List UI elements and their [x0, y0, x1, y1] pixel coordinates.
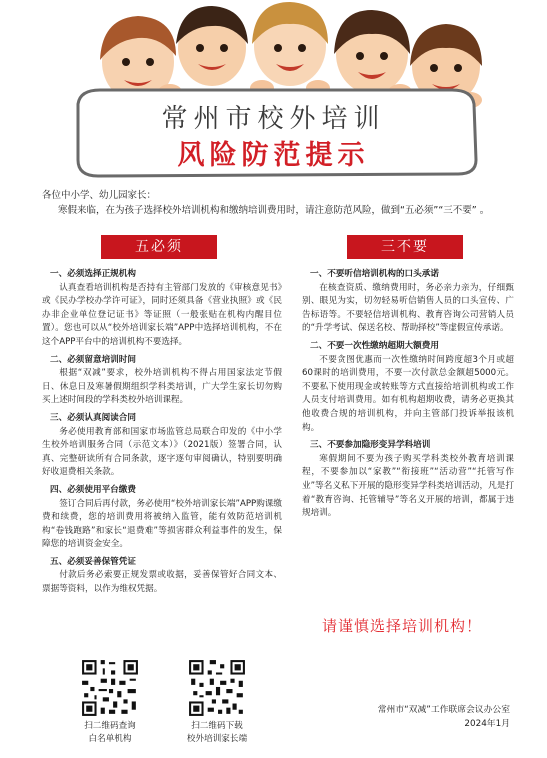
- musts-column: [42, 268, 282, 601]
- dont-title: 三、不要参加隐形变异学科培训: [310, 440, 431, 451]
- must-title: 四、必须使用平台缴费: [50, 484, 136, 495]
- three-donts-banner: 三不要: [347, 235, 463, 259]
- must-section: [42, 268, 282, 350]
- dont-title: 二、不要一次性缴纳超期大额费用: [310, 340, 439, 351]
- must-body: 认真查看培训机构是否持有主管部门发放的《审核意见书》或《民办学校办学许可证》，同时还须具备《营业执照》或《民办非企业单位登记证书》等证照（一般张贴在机构内醒目位置）。您也可以从“校外培训家长端”APP中选择培训机构，不在这个APP平台中的培训机构不要选择。: [42, 282, 282, 347]
- dont-body: 不要贪图优惠而一次性缴纳时间跨度超3个月或超60课时的培训费用，不要一次付款总金额超5000元。不要私下使用现金或转账等方式直接给培训机构或工作人员支付培训费用。如有机构超期收费，请务必更换其他收费合规的培训机构，并向主管部门投诉举报该机构。: [302, 354, 514, 433]
- qr-caption-line: 扫二维码下载: [191, 721, 243, 731]
- signature-date: 2024年1月: [464, 719, 510, 729]
- must-title: 二、必须留意培训时间: [50, 354, 136, 365]
- child-middle: [252, 2, 328, 86]
- intro-paragraph: 寒假来临，在为孩子选择校外培训机构和缴纳培训费用时，请注意防范风险，做到“五必须”“三不要” 。: [58, 205, 490, 216]
- caution-slogan: 请谨慎选择培训机构！: [322, 617, 483, 635]
- must-section: [42, 484, 282, 552]
- dont-body: 在核查资质、缴纳费用时，务必亲力亲为，仔细甄别、眼见为实，切勿轻易听信销售人员的口头宣传、广告标语等。不要轻信培训机构、教育咨询公司营销人员的“升学考试、保送名校、帮助择校”等虚假宣传承诺。: [302, 282, 514, 334]
- signature-block: [330, 703, 510, 731]
- must-body: 付款后务必索要正规发票或收据，妥善保管好合同文本、票据等资料，以作为维权凭据。: [42, 570, 282, 595]
- qr-caption-line: 校外培训家长端: [186, 734, 248, 744]
- qr-code-parent-app[interactable]: [187, 658, 247, 718]
- dont-title: 一、不要听信培训机构的口头承诺: [310, 269, 439, 279]
- qr-caption-line: 白名单机构: [88, 734, 132, 744]
- greeting: 各位中小学、幼儿园家长：: [42, 190, 157, 201]
- donts-column: [302, 268, 514, 525]
- must-section: [42, 556, 282, 597]
- dont-body: 寒假期间不要为孩子购买学科类校外教育培训课程，不要参加以“家教”“衔接班”“活动营”“托管写作业”等名义私下开展的隐形变异学科类培训活动，凡是打着“教育咨询、托管辅导”等名义开展的培训，都属于违规培训。: [302, 453, 514, 519]
- must-title: 五、必须妥善保管凭证: [50, 556, 136, 567]
- title-line-1: 常州市校外培训: [161, 104, 386, 134]
- must-body: 根据“双减”要求，校外培训机构不得占用国家法定节假日、休息日及寒暑假期组织学科类培训，广大学生家长切勿购买上述时间段的学科类校外培训课程。: [42, 368, 282, 406]
- dont-section: [302, 268, 514, 336]
- must-body: 务必使用教育部和国家市场监管总局联合印发的《中小学生校外培训服务合同（示范文本）》（2021版）签署合同，认真、完整研读所有合同条款，逐字逐句审阅确认，特别要明确好收退费相关条款。: [42, 426, 282, 478]
- must-title: 三、必须认真阅读合同: [50, 412, 136, 423]
- five-musts-banner: 五必须: [101, 235, 217, 259]
- dont-section: [302, 439, 514, 521]
- qr-caption-parent-app: [162, 720, 272, 746]
- header-illustration: [0, 0, 547, 178]
- must-body: 签订合同后再付款，务必使用“校外培训家长端”APP购课缴费和续费，您的培训费用将被纳入监管，能有效防范培训机构“卷钱跑路”和家长“退费难”等损害群众利益事件的发生，保障您的培训资金安全。: [42, 498, 282, 550]
- qr-caption-whitelist: [55, 720, 165, 746]
- child-right-1: [334, 10, 410, 94]
- must-title: 一、必须选择正规机构: [50, 269, 136, 279]
- child-left-2: [176, 6, 248, 86]
- must-section: [42, 354, 282, 408]
- dont-section: [302, 340, 514, 435]
- qr-code-whitelist[interactable]: [80, 658, 140, 718]
- signature-org: 常州市“双减”工作联席会议办公室: [377, 705, 510, 715]
- qr-caption-line: 扫二维码查询: [84, 721, 136, 731]
- title-line-2: 风险防范提示: [177, 140, 370, 171]
- must-section: [42, 412, 282, 480]
